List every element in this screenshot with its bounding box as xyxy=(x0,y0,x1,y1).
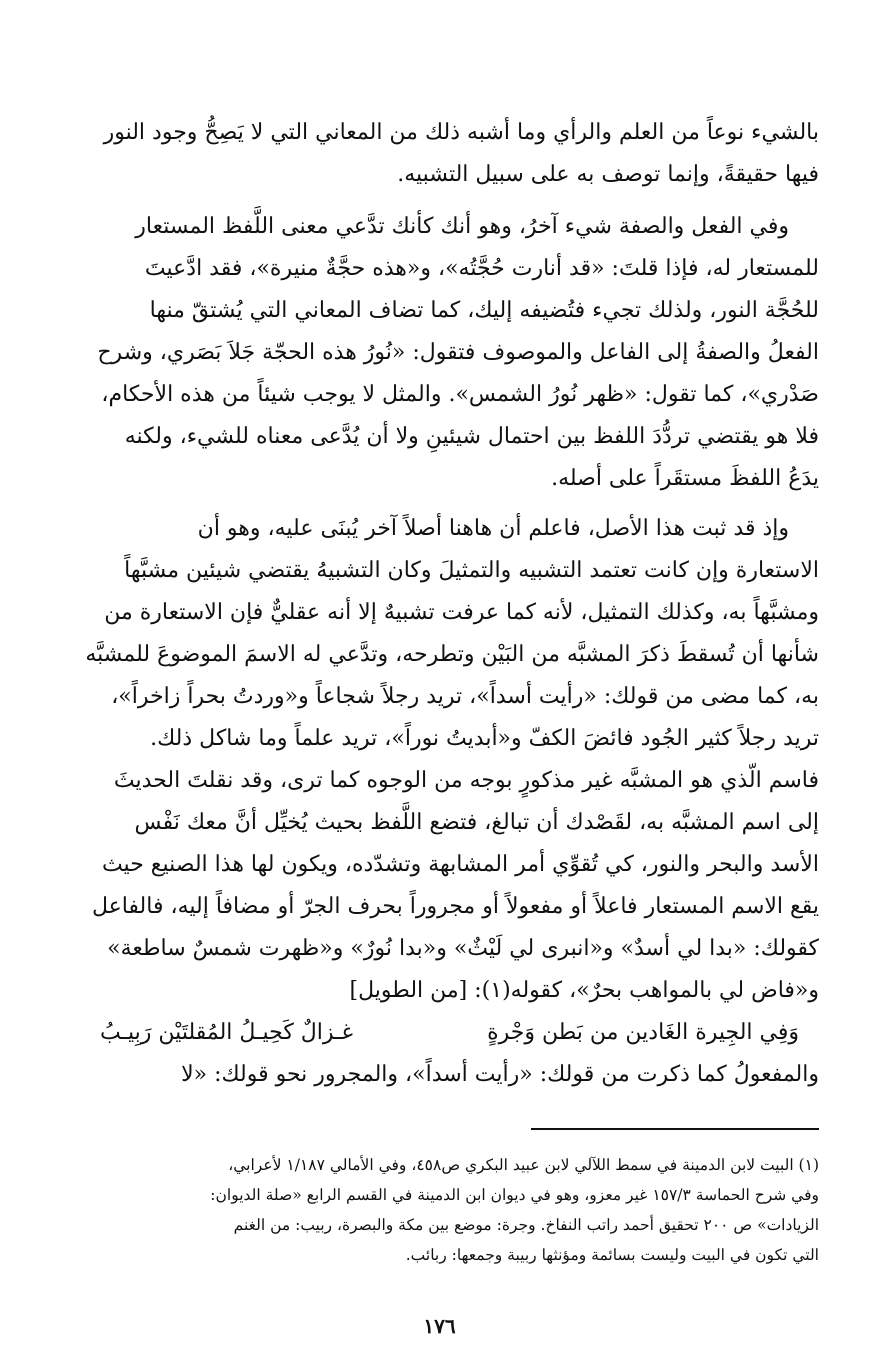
text-line: للحُجَّة النور، ولذلك تجيء فتُضيفه إليك، كما تضاف المعاني التي يُشتقّ منها xyxy=(149,298,819,323)
verse-second-hemistich: غـزالٌ كَحِيـلُ المُقلتَيْن رَبِيـبُ xyxy=(100,1020,353,1045)
text-line: بالشيء نوعاً من العلم والرأي وما أشبه ذلك من المعاني التي لا يَصِحُّ وجود النور xyxy=(103,120,819,145)
paragraph-continuation xyxy=(60,112,819,196)
text-line: يدَعُ اللفظَ مستقَراً على أصله. xyxy=(551,466,819,491)
text-line: والمفعولُ كما ذكرت من قولك: «رأيت أسداً»، والمجرور نحو قولك: «لا xyxy=(181,1062,819,1087)
footnote xyxy=(62,1150,819,1270)
text-line: الاستعارة وإن كانت تعتمد التشبيه والتمثيلَ وكان التشبيهُ يقتضي شيئين مشبَّهاً xyxy=(124,558,819,583)
text-line: للمستعار له، فإذا قلتَ: «قد أنارت حُجَّتُه»، و«هذه حجَّةٌ منيرة»، فقد ادَّعيتَ xyxy=(144,256,819,281)
text-line: فلا هو يقتضي تردُّدَ اللفظ بين احتمال شيئينِ ولا أن يُدَّعى معناه للشيء، ولكنه xyxy=(124,424,819,449)
text-line: فيها حقيقةً، وإنما توصف به على سبيل التشبيه. xyxy=(397,162,819,187)
text-line: إلى اسم المشبَّه به، لقَصْدك أن تبالغ، فتضع اللَّفظ بحيث يُخيِّل أنَّ معك نَفْس xyxy=(134,810,819,835)
text-line: ومشبَّهاً به، وكذلك التمثيل، لأنه كما عرفت تشبيهٌ إلا أنه عقليٌّ فإن الاستعارة من xyxy=(104,600,819,625)
footnote-line: التي تكون في البيت وليست بسائمة ومؤنثها ربيبة وجمعها: ربائب. xyxy=(405,1246,819,1264)
main-text xyxy=(60,112,819,1104)
paragraph-metaphor-verbs xyxy=(60,206,819,500)
paragraph-principle xyxy=(60,508,819,1096)
text-line: الأسد والبحر والنور، كي تُقوِّي أمر المشابهة وتشدّده، ويكون لها هذا الصنيع حيث xyxy=(101,852,819,877)
text-line: به، كما مضى من قولك: «رأيت أسداً»، تريد رجلاً شجاعاً و«وردتُ بحراً زاخراً»، xyxy=(111,684,819,709)
verse-first-hemistich: وَفِي الجِيرة الغَادين من بَطن وَجْرةٍ xyxy=(487,1020,799,1045)
text-line: وفي الفعل والصفة شيء آخرُ، وهو أنك كأنك تدَّعي معنى اللَّفظ المستعار xyxy=(135,214,789,239)
text-line: تريد رجلاً كثير الجُود فائضَ الكفّ و«أبديتُ نوراً»، تريد علماً وما شاكل ذلك. xyxy=(150,726,819,751)
text-line: صَدْري»، كما تقول: «ظهر نُورُ الشمس». والمثل لا يوجب شيئاً من هذه الأحكام، xyxy=(101,382,819,407)
text-line: و«فاض لي بالمواهب بحرٌ»، كقوله(١): [من الطويل] xyxy=(349,978,819,1003)
poetry-verse xyxy=(60,1012,819,1054)
text-line: الفعلُ والصفةُ إلى الفاعل والموصوف فتقول: «نُورُ هذه الحجّة جَلاَ بَصَري، وشرح xyxy=(97,340,819,365)
text-line: كقولك: «بدا لي أسدٌ» و«انبرى لي لَيْثٌ» و«بدا نُورٌ» و«ظهرت شمسٌ ساطعة» xyxy=(107,936,819,961)
footnote-line: (١) البيت لابن الدمينة في سمط اللآلي لابن عبيد البكري ص٤٥٨، وفي الأمالي ١/١٨٧ لأعرابي، xyxy=(228,1156,819,1174)
text-line: فاسم الّذي هو المشبَّه غير مذكورٍ بوجه من الوجوه كما ترى، وقد نقلتَ الحديثَ xyxy=(113,768,819,793)
footnote-line: وفي شرح الحماسة ١٥٧/٣ غير معزو، وهو في ديوان ابن الدمينة في القسم الرابع «صلة الديوان: xyxy=(210,1186,819,1204)
page-number: ١٧٦ xyxy=(423,1314,456,1338)
text-line: شأنها أن تُسقطَ ذكرَ المشبَّه من البَيْن وتطرحه، وتدَّعي له الاسمَ الموضوعَ للمشبَّه xyxy=(85,642,819,667)
footnote-line: الزيادات» ص ٢٠٠ تحقيق أحمد راتب النفاخ. وجرة: موضع بين مكة والبصرة، ربيب: من الغنم xyxy=(233,1216,819,1234)
text-line: يقع الاسم المستعار فاعلاً أو مفعولاً أو مجروراً بحرف الجرّ أو مضافاً إليه، فالفاعل xyxy=(91,894,819,919)
text-line: وإذ قد ثبت هذا الأصل، فاعلم أن هاهنا أصلاً آخر يُبنَى عليه، وهو أن xyxy=(197,516,789,541)
footnote-separator xyxy=(531,1128,819,1130)
